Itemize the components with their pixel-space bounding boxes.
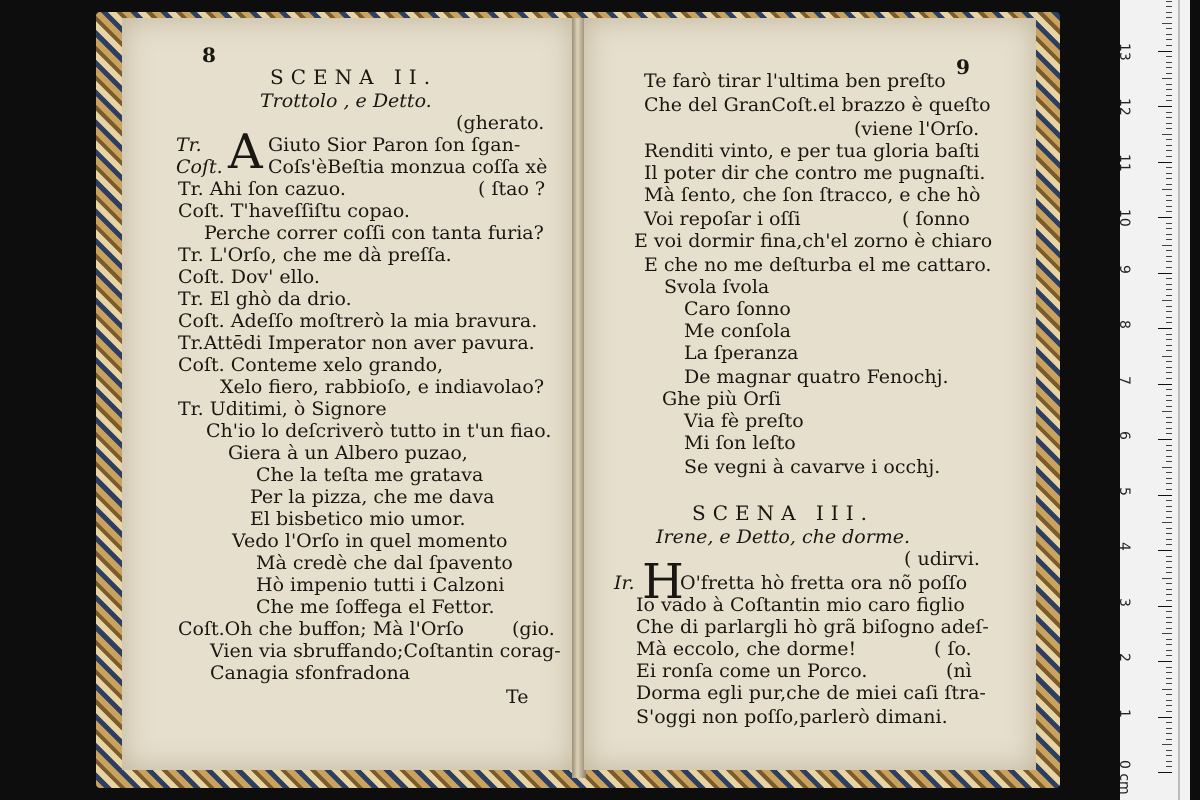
ruler-tick: [1166, 123, 1172, 124]
ruler-tick: [1166, 178, 1172, 179]
ruler-tick: [1166, 250, 1172, 251]
ruler-tick: [1166, 533, 1172, 534]
ruler-tick: [1166, 456, 1172, 457]
speaker-label: Ir.: [614, 572, 635, 594]
ruler-number: 4: [1116, 542, 1132, 551]
ruler-tick: [1166, 655, 1172, 656]
text-line: Hò impenio tutti i Calzoni: [256, 574, 505, 596]
ruler-tick: [1166, 145, 1172, 146]
ruler-number: 6: [1116, 431, 1132, 440]
ruler-tick: [1166, 644, 1172, 645]
ruler-tick: [1166, 417, 1172, 418]
ruler-tick: [1166, 478, 1172, 479]
text-line: Ei ronſa come un Porco.: [636, 660, 868, 682]
text-line: Mi ſon leſto: [684, 432, 796, 454]
text-line: Mà credè che dal ſpavento: [256, 552, 513, 574]
ruler-tick: [1158, 717, 1172, 718]
ruler-tick: [1162, 744, 1172, 745]
text-line: Tr. Ahi ſon cazuo.: [178, 178, 346, 200]
ruler-tick: [1166, 556, 1172, 557]
text-line: Tr.Attēdi Imperator non aver pavura.: [178, 332, 535, 354]
ruler-tick: [1166, 722, 1172, 723]
ruler-tick: [1158, 273, 1172, 274]
ruler-tick: [1166, 583, 1172, 584]
ruler-tick: [1166, 483, 1172, 484]
ruler-tick: [1166, 672, 1172, 673]
ruler-tick: [1166, 223, 1172, 224]
text-line: Io vado à Coſtantin mio caro figlio: [636, 594, 965, 616]
ruler-tick: [1166, 406, 1172, 407]
ruler-tick: [1158, 550, 1172, 551]
ruler-tick: [1166, 167, 1172, 168]
text-line: Mà ſento, che ſon ſtracco, e che hò: [644, 184, 981, 206]
text-line: Coſt. T'haveſſiſtu copao.: [178, 200, 410, 222]
ruler-tick: [1166, 150, 1172, 151]
ruler-tick: [1158, 384, 1172, 385]
ruler-tick: [1162, 467, 1172, 468]
left-page: [122, 18, 574, 770]
ruler-tick: [1158, 51, 1172, 52]
text-line: Mà eccolo, che dorme!: [636, 638, 857, 660]
ruler-tick: [1158, 106, 1172, 107]
ruler-tick: [1166, 683, 1172, 684]
ruler-tick: [1166, 511, 1172, 512]
ruler-tick: [1166, 228, 1172, 229]
text-line: ( ſtao ?: [478, 178, 546, 200]
ruler-tick: [1158, 606, 1172, 607]
ruler-tick: [1162, 356, 1172, 357]
page-number: 8: [202, 43, 216, 67]
right-page: [584, 18, 1036, 770]
ruler-tick: [1166, 650, 1172, 651]
ruler-tick: [1166, 628, 1172, 629]
text-line: Coſt. Adeſſo moſtrerò la mia bravura.: [178, 310, 538, 332]
ruler-tick: [1158, 328, 1172, 329]
ruler-tick: [1166, 1, 1172, 2]
ruler-tick: [1166, 705, 1172, 706]
text-line: Voi repoſar i oſſi: [644, 208, 801, 230]
ruler-tick: [1166, 239, 1172, 240]
ruler-tick: [1166, 378, 1172, 379]
ruler-number: 12: [1116, 98, 1132, 116]
text-line: Se vegni à cavarve i occhj.: [684, 456, 941, 478]
ruler-tick: [1166, 62, 1172, 63]
ruler-tick: [1166, 195, 1172, 196]
ruler-tick: [1166, 267, 1172, 268]
ruler-tick: [1166, 472, 1172, 473]
ruler-tick: [1166, 367, 1172, 368]
text-line: Che la teſta me gratava: [256, 464, 484, 486]
text-line: Vedo l'Orſo in quel momento: [232, 530, 508, 552]
ruler-tick: [1166, 278, 1172, 279]
ruler-tick: [1166, 761, 1172, 762]
ruler-tick: [1162, 78, 1172, 79]
text-line: Ghe più Orſi: [662, 388, 781, 410]
ruler-tick: [1158, 439, 1172, 440]
text-line: Che del GranCoſt.el brazzo è queſto: [644, 94, 991, 116]
ruler-tick: [1166, 678, 1172, 679]
text-line: ( ſonno: [902, 208, 970, 230]
ruler-tick: [1158, 661, 1172, 662]
ruler-tick: [1166, 261, 1172, 262]
text-line: (nì: [946, 660, 972, 682]
text-line: Coſt. Dov' ello.: [178, 266, 320, 288]
ruler-tick: [1162, 411, 1172, 412]
text-line: Tr. Uditimi, ò Signore: [178, 398, 387, 420]
ruler-tick: [1166, 28, 1172, 29]
text-line: Perche correr coſſi con tanta furia?: [204, 222, 544, 244]
ruler-tick: [1166, 34, 1172, 35]
ruler-tick: [1166, 766, 1172, 767]
text-line: Te farò tirar l'ultima ben preſto: [644, 70, 946, 92]
drop-cap: A: [228, 124, 263, 180]
ruler-number: 8: [1116, 320, 1132, 329]
ruler-tick: [1166, 694, 1172, 695]
ruler-tick: [1166, 433, 1172, 434]
ruler-number: 5: [1116, 486, 1132, 496]
scene-title: SCENA II.: [270, 65, 438, 89]
ruler-tick: [1158, 495, 1172, 496]
text-line: Coſs'èBeſtia monzua coſſa xè: [268, 156, 548, 178]
ruler-tick: [1166, 539, 1172, 540]
ruler-tick: [1166, 617, 1172, 618]
text-line: Xelo fiero, rabbioſo, e indiavolao?: [220, 376, 545, 398]
ruler-tick: [1166, 428, 1172, 429]
ruler-tick: [1166, 112, 1172, 113]
ruler-tick: [1166, 350, 1172, 351]
drop-cap: H: [642, 554, 684, 610]
text-line: Coſt. Conteme xelo grando,: [178, 354, 444, 376]
ruler-tick: [1166, 372, 1172, 373]
ruler-tick: [1166, 73, 1172, 74]
ruler-tick: [1166, 489, 1172, 490]
text-line: Caro ſonno: [684, 298, 791, 320]
ruler-tick: [1166, 589, 1172, 590]
ruler-number: 10: [1116, 209, 1132, 227]
text-line: Dorma egli pur,che de miei caſi ſtra-: [636, 682, 986, 704]
ruler-tick: [1166, 139, 1172, 140]
ruler-tick: [1166, 284, 1172, 285]
text-line: Renditi vinto, e per tua gloria baſti: [644, 140, 980, 162]
ruler-tick: [1166, 184, 1172, 185]
ruler-tick: [1166, 389, 1172, 390]
ruler-tick: [1166, 400, 1172, 401]
ruler-number: 13: [1116, 42, 1132, 61]
scene-title: SCENA III.: [692, 501, 874, 525]
ruler-tick: [1166, 544, 1172, 545]
ruler-tick: [1158, 217, 1172, 218]
ruler-tick: [1166, 317, 1172, 318]
ruler-tick: [1166, 295, 1172, 296]
text-line: Giera à un Albero puzao,: [228, 442, 468, 464]
text-line: Ch'io lo deſcriverò tutto in t'un fiao.: [206, 420, 552, 442]
ruler-tick: [1158, 772, 1172, 773]
text-line: Tr. El ghò da drio.: [178, 288, 352, 310]
ruler-tick: [1166, 45, 1172, 46]
ruler-tick: [1166, 395, 1172, 396]
ruler-tick: [1166, 600, 1172, 601]
speaker-label: Tr.: [176, 134, 202, 156]
text-line: Vien via sbruffando;Coſtantin corag-: [210, 640, 561, 662]
ruler-tick: [1166, 700, 1172, 701]
ruler-tick: [1162, 245, 1172, 246]
ruler-number: 7: [1116, 375, 1132, 385]
ruler-tick: [1166, 561, 1172, 562]
ruler-tick: [1166, 422, 1172, 423]
ruler-tick: [1166, 711, 1172, 712]
text-line: (viene l'Orſo.: [854, 118, 980, 140]
text-line: S'oggi non poſſo,parlerò dimani.: [636, 706, 948, 728]
ruler-tick: [1166, 594, 1172, 595]
ruler-tick: [1166, 128, 1172, 129]
speaker-label: Coſt.: [176, 156, 223, 178]
text-line: Che me ſoffega el Fettor.: [256, 596, 495, 618]
ruler-tick: [1166, 739, 1172, 740]
ruler-tick: [1166, 450, 1172, 451]
text-line: Il poter dir che contro me pugnaſti.: [644, 162, 986, 184]
ruler-tick: [1166, 506, 1172, 507]
ruler-tick: [1166, 306, 1172, 307]
scene-subtitle: Trottolo , e Detto.: [260, 90, 432, 112]
ruler-tick: [1166, 334, 1172, 335]
text-line: Coſt.Oh che buffon; Mà l'Orſo: [178, 618, 464, 640]
text-line: De magnar quatro Fenochj.: [684, 366, 949, 388]
text-line: Che di parlargli hò grã biſogno adeſ-: [636, 616, 989, 638]
ruler-tick: [1162, 300, 1172, 301]
ruler-tick: [1166, 572, 1172, 573]
ruler-number: 11: [1116, 153, 1132, 172]
ruler-number: 9: [1116, 264, 1132, 274]
ruler-number: 2: [1116, 653, 1132, 662]
ruler-tick: [1166, 528, 1172, 529]
ruler-tick: [1166, 567, 1172, 568]
ruler-tick: [1166, 311, 1172, 312]
ruler-tick: [1166, 211, 1172, 212]
ruler-tick: [1166, 256, 1172, 257]
ruler-tick: [1162, 134, 1172, 135]
text-line: Svola ſvola: [664, 276, 770, 298]
ruler-tick: [1166, 733, 1172, 734]
ruler-tick: [1166, 622, 1172, 623]
ruler-tick: [1162, 578, 1172, 579]
text-line: Canagia sfonfradona: [210, 662, 411, 684]
text-line: Tr. L'Orſo, che me dà preſſa.: [178, 244, 452, 266]
text-line: ( udirvi.: [904, 548, 980, 570]
ruler-tick: [1166, 461, 1172, 462]
text-line: Giuto Sior Paron ſon ſgan-: [268, 134, 521, 156]
ruler-tick: [1162, 23, 1172, 24]
text-line: Per la pizza, che me dava: [250, 486, 495, 508]
ruler-tick: [1166, 67, 1172, 68]
ruler-tick: [1166, 89, 1172, 90]
ruler-tick: [1166, 322, 1172, 323]
ruler-tick: [1166, 728, 1172, 729]
catchword: Te: [506, 686, 529, 708]
ruler-tick: [1166, 95, 1172, 96]
ruler-tick: [1166, 517, 1172, 518]
ruler-tick: [1158, 162, 1172, 163]
text-line: ( ſo.: [934, 638, 972, 660]
text-line: La ſperanza: [684, 342, 799, 364]
ruler-tick: [1166, 500, 1172, 501]
text-line: (gherato.: [456, 112, 545, 134]
ruler-tick: [1162, 522, 1172, 523]
ruler-edge: [1178, 0, 1180, 800]
ruler-tick: [1166, 12, 1172, 13]
text-line: E che no me deſturba el me cattaro.: [644, 254, 992, 276]
ruler-tick: [1166, 361, 1172, 362]
ruler-tick: [1166, 755, 1172, 756]
ruler-tick: [1166, 639, 1172, 640]
ruler-tick: [1166, 100, 1172, 101]
ruler-tick: [1166, 156, 1172, 157]
ruler-tick: [1166, 200, 1172, 201]
ruler-tick: [1166, 84, 1172, 85]
ruler-tick: [1162, 689, 1172, 690]
ruler-tick: [1162, 633, 1172, 634]
ruler-tick: [1166, 667, 1172, 668]
measurement-ruler: [1116, 0, 1190, 800]
ruler-tick: [1166, 56, 1172, 57]
ruler-tick: [1166, 345, 1172, 346]
ruler-tick: [1166, 17, 1172, 18]
ruler-tick: [1166, 39, 1172, 40]
text-line: El bisbetico mio umor.: [250, 508, 466, 530]
ruler-tick: [1166, 234, 1172, 235]
ruler-unit-label: 0 cm: [1116, 760, 1132, 795]
ruler-tick: [1166, 6, 1172, 7]
ruler-tick: [1166, 289, 1172, 290]
ruler-tick: [1166, 750, 1172, 751]
ruler-tick: [1166, 206, 1172, 207]
text-line: E voi dormir fina,ch'el zorno è chiaro: [634, 230, 993, 252]
page-number: 9: [956, 55, 970, 79]
ruler-tick: [1166, 173, 1172, 174]
ruler-tick: [1166, 339, 1172, 340]
ruler-number: 1: [1116, 708, 1132, 718]
text-line: Me conſola: [684, 320, 791, 342]
text-line: (gio.: [512, 618, 555, 640]
ruler-tick: [1162, 189, 1172, 190]
text-line: Via fè preſto: [684, 410, 804, 432]
ruler-tick: [1166, 445, 1172, 446]
text-line: O'fretta hò fretta ora nõ poſſo: [680, 572, 968, 594]
ruler-tick: [1166, 611, 1172, 612]
ruler-number: 3: [1116, 597, 1132, 607]
scene-subtitle: Irene, e Detto, che dorme.: [656, 526, 911, 548]
ruler-tick: [1166, 117, 1172, 118]
